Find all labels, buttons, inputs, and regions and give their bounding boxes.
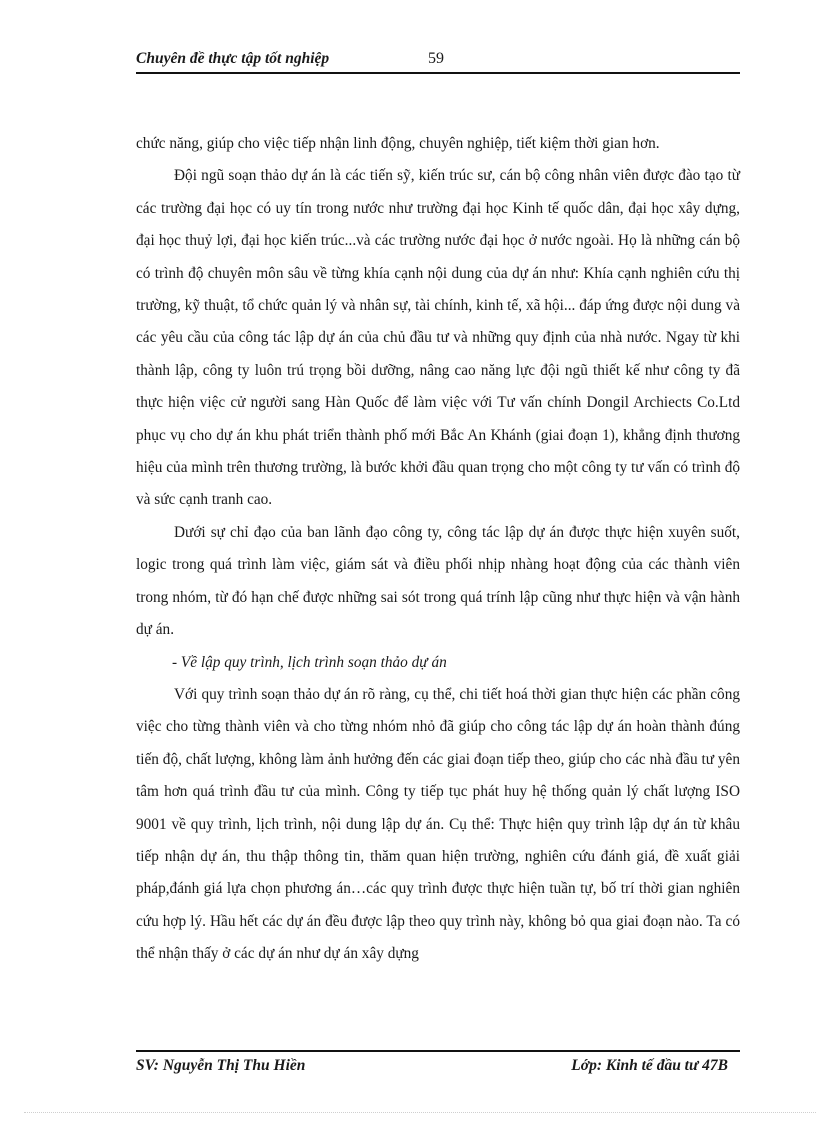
footer-class: Lớp: Kinh tế đầu tư 47B: [571, 1057, 728, 1074]
footer-student-name: SV: Nguyễn Thị Thu Hiền: [136, 1057, 306, 1074]
paragraph-team: Đội ngũ soạn thảo dự án là các tiến sỹ, kiến trúc sư, cán bộ công nhân viên được đào tạo từ các trường đại học có uy tín trong nước như trường đại học Kinh tế quốc dân, đại học xây dựng, đại học thuỷ lợi, đại học kiến trúc...và các trường nước đại học ở nước ngoài. Họ là những cán bộ có trình độ chuyên môn sâu về từng khía cạnh nội dung của dự án như: Khía cạnh nghiên cứu thị trường, kỹ thuật, tổ chức quản lý và nhân sự, tài chính, kinh tế, xã hội... đáp ứng được nội dung và các yêu cầu của công tác lập dự án của chủ đầu tư và những quy định của nhà nước. Ngay từ khi thành lập, công ty luôn trú trọng bồi dưỡng, nâng cao năng lực đội ngũ thiết kế như công ty đã thực hiện việc cử người sang Hàn Quốc để làm việc với Tư vấn chính Dongil Archiects Co.Ltd phục vụ cho dự án khu phát triển thành phố mới Bắc An Khánh (giai đoạn 1), khẳng định thương hiệu của mình trên thương trường, là bước khởi đầu quan trọng cho một công ty tư vấn có trình độ và sức cạnh tranh cao.: [136, 167, 740, 509]
paragraph-continuation: chức năng, giúp cho việc tiếp nhận linh động, chuyên nghiệp, tiết kiệm thời gian hơn.: [136, 135, 660, 152]
page-edge-divider: [24, 1112, 816, 1113]
page-header: [136, 46, 740, 74]
section-subheading: - Về lập quy trình, lịch trình soạn thảo dự án: [172, 653, 447, 671]
paragraph-process: Với quy trình soạn thảo dự án rõ ràng, cụ thể, chi tiết hoá thời gian thực hiện các phần công việc cho từng thành viên và cho từng nhóm nhỏ đã giúp cho công tác lập dự án hoàn thành đúng tiến độ, chất lượng, không làm ảnh hưởng đến các giai đoạn tiếp theo, giúp cho các nhà đầu tư yên tâm hơn quá trình đầu tư của mình. Công ty tiếp tục phát huy hệ thống quản lý chất lượng ISO 9001 về quy trình, lịch trình, nội dung lập dự án. Cụ thể: Thực hiện quy trình lập dự án từ khâu tiếp nhận dự án, thu thập thông tin, thăm quan hiện trường, nghiên cứu đánh giá, đề xuất giải pháp,đánh giá lựa chọn phương án…các quy trình được thực hiện tuần tự, bố trí thời gian nghiên cứu hợp lý. Hầu hết các dự án đều được lập theo quy trình này, không bỏ qua giai đoạn nào. Ta có thể nhận thấy ở các dự án như dự án xây dựng: [136, 685, 740, 963]
paragraph-leadership: Dưới sự chỉ đạo của ban lãnh đạo công ty, công tác lập dự án được thực hiện xuyên suốt, logic trong quá trình làm việc, giám sát và điều phối nhịp nhàng hoạt động của các thành viên trong nhóm, từ đó hạn chế được những sai sót trong quá trính lập cũng như thực hiện và vận hành dự án.: [136, 523, 740, 639]
body-text: [136, 128, 740, 971]
page-footer: [136, 1050, 740, 1078]
header-title: Chuyên đề thực tập tốt nghiệp: [136, 50, 330, 67]
page-number: 59: [428, 50, 444, 67]
